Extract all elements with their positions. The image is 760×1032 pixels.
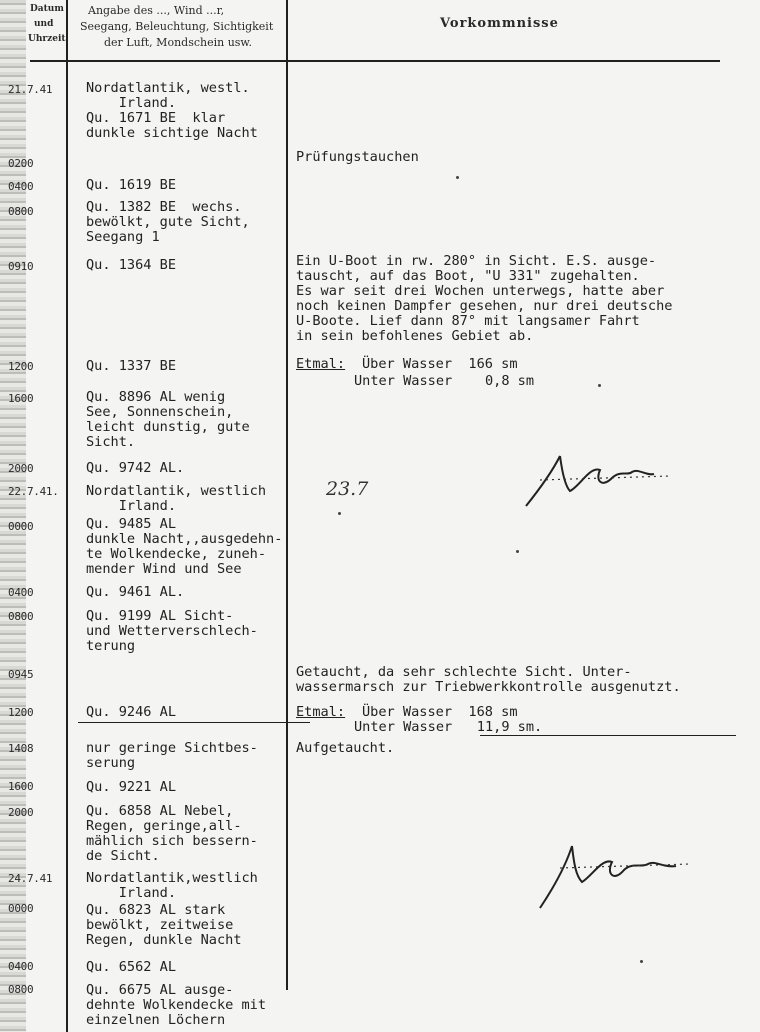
position-5: Qu. 1337 BE [86, 358, 177, 374]
column-rule-left [66, 0, 68, 1032]
position-17: Nordatlantik,westlich Irland. [86, 870, 258, 901]
time-18: 0000 [8, 902, 34, 915]
time-6: 1600 [8, 392, 34, 405]
etmal-label-2: Etmal: [296, 704, 346, 720]
position-19: Qu. 6562 AL [86, 959, 177, 975]
position-15: Qu. 9221 AL [86, 779, 177, 795]
position-3: Qu. 1382 BE wechs. bewölkt, gute Sicht, Seegang 1 [86, 199, 250, 245]
time-5: 1200 [8, 360, 34, 373]
handwritten-date-note: 23.7 [326, 478, 369, 500]
rule-etmal-2 [480, 735, 736, 736]
time-4: 0910 [8, 260, 34, 273]
time-10: 0400 [8, 586, 34, 599]
event-14: Aufgetaucht. [296, 740, 395, 756]
time-19: 0400 [8, 960, 34, 973]
time-9: 0000 [8, 520, 34, 533]
scan-speck [516, 550, 519, 553]
event-4: Ein U-Boot in rw. 280° in Sicht. E.S. ausge- tauscht, auf das Boot, "U 331" zugehalten. Es war seit drei Wochen unterwegs, hatte aber noch keinen Dampfer gesehen, nur drei deutsche U-Boote. Lief dann 87° mit langsamer Fahrt in sein befohlenes Gebiet ab. [296, 253, 673, 344]
column-rule-right [286, 0, 288, 990]
time-20: 0800 [8, 983, 34, 996]
position-2: Qu. 1619 BE [86, 177, 177, 193]
time-12: 0945 [8, 668, 34, 681]
signature-1 [520, 446, 700, 516]
time-1: 0200 [8, 157, 34, 170]
time-15: 1600 [8, 780, 34, 793]
time-16: 2000 [8, 806, 34, 819]
position-6: Qu. 8896 AL wenig See, Sonnenschein, leicht dunstig, gute Sicht. [86, 389, 250, 450]
header-date-line1: Datum [30, 4, 64, 14]
time-3: 0800 [8, 205, 34, 218]
header-weather-line2: Seegang, Beleuchtung, Sichtigkeit [80, 20, 274, 33]
time-2: 0400 [8, 180, 34, 193]
position-7: Qu. 9742 AL. [86, 460, 185, 476]
position-11: Qu. 9199 AL Sicht- und Wetterverschlech- terung [86, 608, 258, 654]
etmal-line-2a: Über Wasser 168 sm [362, 704, 518, 720]
time-13: 1200 [8, 706, 34, 719]
time-7: 2000 [8, 462, 34, 475]
scan-speck [456, 176, 459, 179]
position-20: Qu. 6675 AL ausge- dehnte Wolkendecke mit einzelnen Löchern [86, 982, 267, 1028]
time-11: 0800 [8, 610, 34, 623]
position-13: Qu. 9246 AL [86, 704, 177, 720]
header-weather-line3: der Luft, Mondschein usw. [104, 36, 253, 49]
position-8: Nordatlantik, westlich Irland. [86, 483, 267, 514]
position-14: nur geringe Sichtbes- serung [86, 740, 258, 771]
time-0: 21.7.41 [8, 83, 53, 96]
rule-1200b [78, 722, 310, 723]
header-date-line2: und [34, 19, 54, 29]
etmal-line-1a: Über Wasser 166 sm [362, 356, 518, 372]
position-10: Qu. 9461 AL. [86, 584, 185, 600]
scan-speck [640, 960, 643, 963]
position-16: Qu. 6858 AL Nebel, Regen, geringe,all- mählich sich bessern- de Sicht. [86, 803, 258, 864]
etmal-line-1b: Unter Wasser 0,8 sm [354, 373, 535, 389]
time-17: 24.7.41 [8, 872, 53, 885]
header-date-line3: Uhrzeit [28, 34, 66, 44]
scan-speck [598, 384, 601, 387]
signature-2 [530, 836, 710, 916]
event-1: Prüfungstauchen [296, 149, 419, 165]
position-9: Qu. 9485 AL dunkle Nacht,,ausgedehn- te Wolkendecke, zuneh- mender Wind und See [86, 516, 283, 577]
header-weather-line1: Angabe des ..., Wind ...r, [88, 4, 225, 17]
position-4: Qu. 1364 BE [86, 257, 177, 273]
etmal-line-2b: Unter Wasser 11,9 sm. [354, 719, 543, 735]
header-rule [30, 60, 720, 62]
event-12: Getaucht, da sehr schlechte Sicht. Unter- wassermarsch zur Triebwerkkontrolle ausgenutzt. [296, 664, 681, 695]
scan-speck [338, 512, 341, 515]
position-0: Nordatlantik, westl. Irland. Qu. 1671 BE klar dunkle sichtige Nacht [86, 80, 258, 141]
position-18: Qu. 6823 AL stark bewölkt, zeitweise Regen, dunkle Nacht [86, 902, 242, 948]
time-8: 22.7.41. [8, 485, 59, 498]
header-events: Vorkommnisse [440, 16, 559, 31]
time-14: 1408 [8, 742, 34, 755]
etmal-label-1: Etmal: [296, 356, 346, 372]
